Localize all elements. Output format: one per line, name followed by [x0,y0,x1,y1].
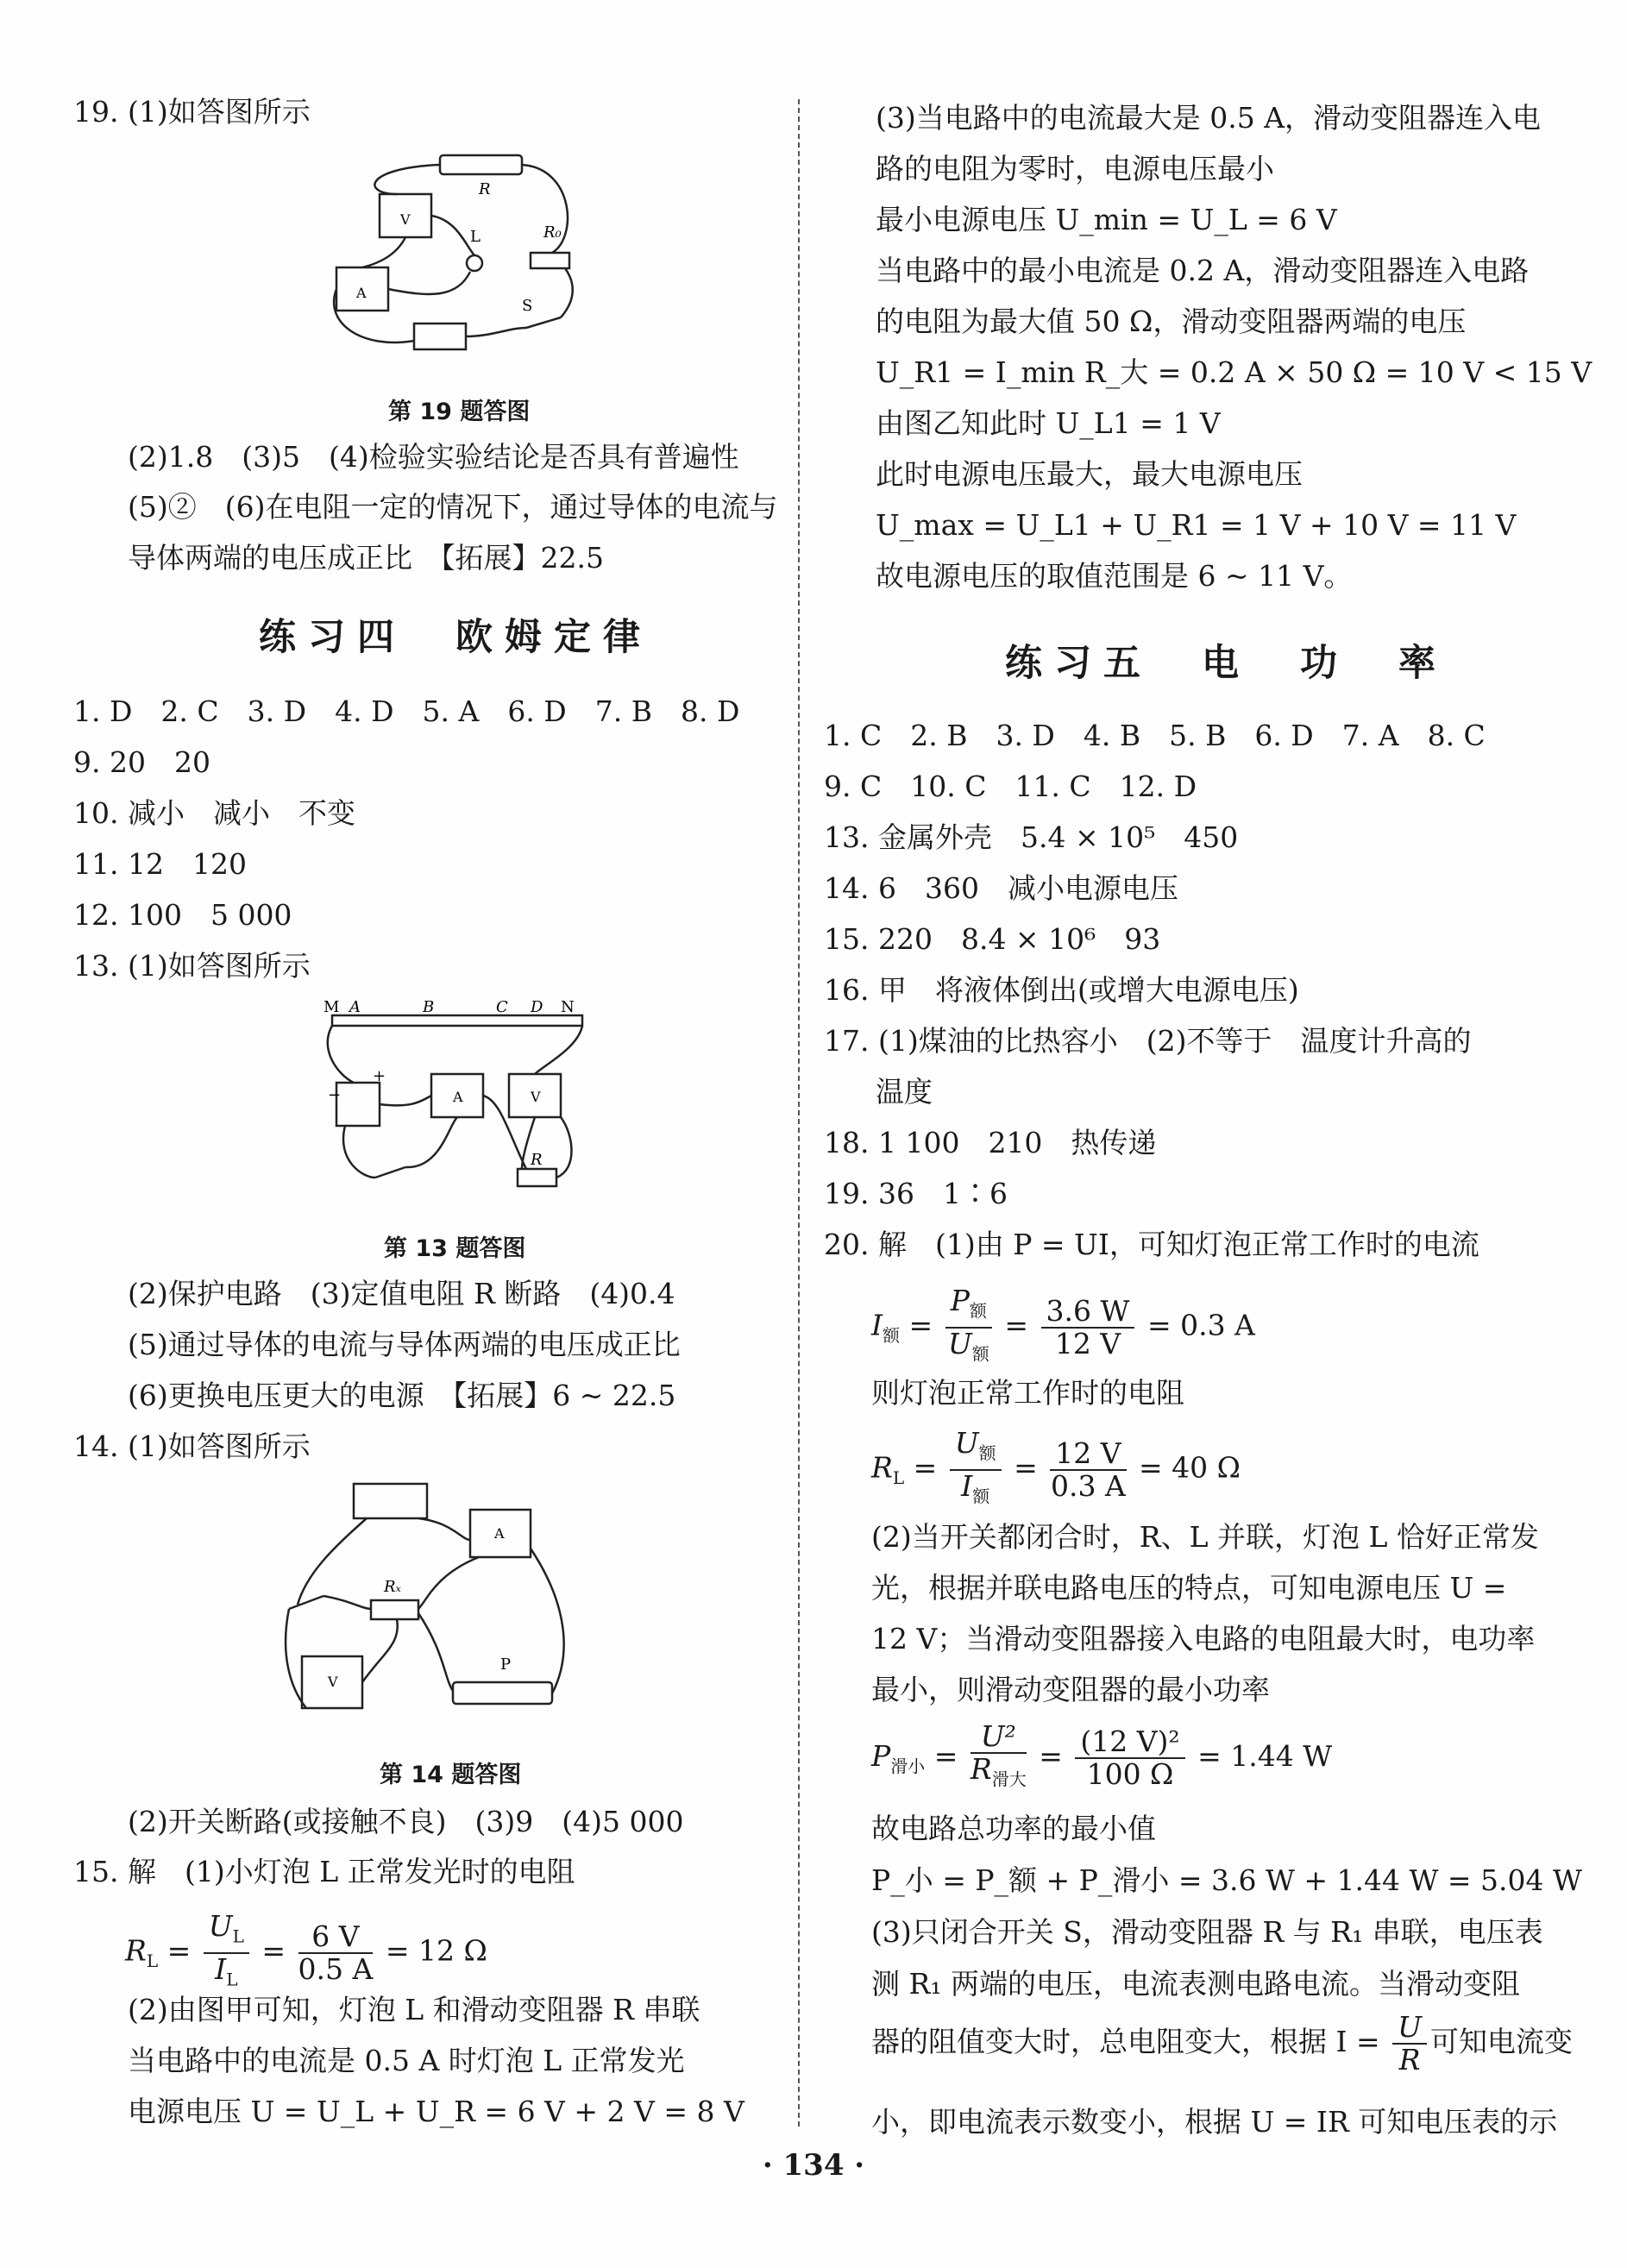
text-line: (2)当开关都闭合时，R、L 并联，灯泡 L 恰好正常发 [871,1520,1539,1554]
q15-line: 电源电压 U = U_L + U_R = 6 V + 2 V = 8 V [128,2095,744,2128]
label-v: V [328,1674,338,1690]
text-line: 小，即电流表示数变小，根据 U = IR 可知电压表的示 [871,2105,1558,2139]
fraction [1392,2012,1427,2076]
figure-13-circuit [319,996,595,1208]
answer-line: 9. 20 20 [73,745,210,779]
den: R [970,1752,992,1786]
den-sub: 额 [972,1486,990,1507]
rheostat-shape [440,155,522,174]
label-r0: R₀ [543,223,562,242]
formula-sub: L [146,1951,159,1972]
q15-formula: $R_L$ = $\frac{U_L}{I_L}$ = $\frac{6 V}{0.5 A}$ = 12 Ω [125,1911,487,1995]
figure-14-circuit [280,1480,591,1730]
text-line: 最小，则滑动变阻器的最小功率 [871,1673,1270,1706]
text-line: 故电源电压的取值范围是 6 ~ 11 V。 [876,559,1353,593]
answer-line: 12. 100 5 000 [73,898,292,932]
text-line: 光，根据并联电路电压的特点，可知电源电压 U = [871,1571,1507,1605]
q13-line: (2)保护电路 (3)定值电阻 R 断路 (4)0.4 [128,1277,675,1310]
switch-shape [526,317,561,328]
fraction [950,1428,1002,1511]
num: U [954,1426,979,1460]
fraction [1041,1293,1135,1360]
text-line: (3)只闭合开关 S，滑动变阻器 R 与 R₁ 串联，电压表 [871,1915,1543,1949]
label-a: A [356,285,367,301]
text-line: 故电路总功率的最小值 [871,1812,1156,1845]
den2: 0.3 A [1050,1468,1126,1503]
label-a: A [349,998,361,1016]
label-r: R [531,1151,543,1169]
label-n: N [561,998,575,1016]
label-rx: Rₓ [384,1578,401,1596]
num2: 12 V [1050,1438,1126,1471]
q20-formula-2: $R_L$ = $\frac{U_额}{I_额}$ = $\frac{12 V}{0.3 A}$ = 40 Ω [871,1428,1241,1511]
text-line: 的电阻为最大值 50 Ω，滑动变阻器两端的电压 [876,305,1467,338]
answer-line: 13. 金属外壳 5.4 × 10⁵ 450 [824,820,1239,854]
q15-line: (2)由图甲可知，灯泡 L 和滑动变阻器 R 串联 [128,1993,700,2026]
resistor-r0-shape [531,253,569,268]
q15-line: 当电路中的电流是 0.5 A 时灯泡 L 正常发光 [128,2044,685,2077]
fig14-caption: 第 14 题答图 [380,1762,522,1788]
label-voltmeter: V [531,1089,541,1105]
rheostat-shape [453,1682,552,1704]
bulb-shape [467,255,482,271]
den2: 100 Ω [1086,1756,1174,1791]
label-minus: − [328,1086,342,1104]
label-p: P [500,1655,512,1674]
q13-line: (6)更换电压更大的电源 【拓展】6 ~ 22.5 [128,1379,676,1412]
section5-title: 练习五 电 功 率 [1005,642,1448,685]
text-line: 此时电源电压最大，最大电源电压 [876,457,1303,491]
text-line: 最小电源电压 U_min = U_L = 6 V [876,203,1337,236]
formula-sub: L [892,1467,905,1489]
num: U² [980,1719,1016,1753]
num-sub: 额 [969,1300,987,1322]
answer-line: 16. 甲 将液体倒出(或增大电源电压) [824,973,1299,1007]
text-line: 测 R₁ 两端的电压，电流表测电路电流。当滑动变阻 [871,1967,1521,2001]
formula-lhs: R [125,1933,147,1968]
text-line: 12 V；当滑动变阻器接入电路的电阻最大时，电功率 [871,1622,1536,1655]
formula-sub: 滑小 [890,1756,926,1777]
num2: 3.6 W [1041,1296,1135,1329]
fig13-caption: 第 13 题答图 [384,1235,526,1262]
answer-line: 温度 [876,1075,933,1109]
label-r: R [479,180,491,198]
q19-line: 导体两端的电压成正比 【拓展】22.5 [128,541,604,575]
text-line: 当电路中的最小电流是 0.2 A，滑动变阻器连入电路 [876,254,1530,287]
q14-line: 14. (1)如答图所示 [73,1429,311,1463]
answer-line: 20. 解 (1)由 P = UI，可知灯泡正常工作时的电流 [824,1228,1479,1261]
q19-line: (5)② (6)在电阻一定的情况下，通过导体的电流与 [128,490,778,524]
label-s: S [522,297,533,315]
num2: (12 V)² [1075,1726,1184,1759]
den-sub: 滑大 [991,1769,1027,1790]
formula-result: = 12 Ω [385,1933,487,1968]
answer-line: 1. D 2. C 3. D 4. D 5. A 6. D 7. B 8. D [73,694,740,728]
text-line: P_小 = P_额 + P_滑小 = 3.6 W + 1.44 W = 5.04 W [871,1863,1582,1897]
den: U [947,1326,972,1360]
fraction [298,1921,374,1985]
formula-lhs: P [871,1738,891,1773]
formula-lhs: R [871,1450,893,1485]
text-line: U_R1 = I_min R_大 = 0.2 A × 50 Ω = 10 V < 15 V [876,355,1592,389]
den: R [1398,2043,1421,2076]
formula-result: = 40 Ω [1139,1450,1241,1485]
fraction [1050,1438,1126,1502]
column-divider [798,99,800,2127]
den-sub: 额 [971,1343,989,1365]
answer-line: 14. 6 360 减小电源电压 [824,871,1178,905]
den: I [961,1468,973,1503]
text-line: 由图乙知此时 U_L1 = 1 V [876,406,1221,440]
section4-title: 练习四 欧姆定律 [259,616,652,659]
answer-line: 19. 36 1∶6 [824,1177,1008,1210]
label-v: V [400,211,411,228]
wire-board-shape [332,1015,582,1026]
q15-line: 15. 解 (1)小灯泡 L 正常发光时的电阻 [73,1855,575,1888]
label-d: D [531,998,543,1016]
label-ammeter: A [453,1089,463,1105]
text-post: 可知电流变 [1429,2025,1573,2058]
q19-line: (2)1.8 (3)5 (4)检验实验结论是否具有普遍性 [128,440,739,474]
label-plus: + [373,1067,386,1085]
fraction [1075,1726,1184,1790]
den-sub: L [226,1969,238,1990]
answer-line: 18. 1 100 210 热传递 [824,1126,1157,1159]
text-line: 路的电阻为零时，电源电压最小 [876,152,1274,185]
answer-line: 9. C 10. C 11. C 12. D [824,770,1197,803]
text-line: U_max = U_L1 + U_R1 = 1 V + 10 V = 11 V [876,508,1517,542]
fraction [204,1911,249,1995]
fig19-caption: 第 19 题答图 [388,399,531,425]
label-c: C [496,998,508,1016]
label-l: L [470,228,481,246]
num-sub: L [232,1926,244,1947]
text-line: 则灯泡正常工作时的电阻 [871,1376,1184,1410]
den2: 0.5 A [298,1951,374,1986]
battery-shape [354,1484,427,1518]
label-b: B [423,998,435,1016]
den: I [215,1951,227,1986]
figure-19-circuit [328,142,587,375]
q13-line: (5)通过导体的电流与导体两端的电压成正比 [128,1328,681,1361]
page-number: · 134 · [762,2148,865,2183]
resistor-rx-shape [371,1600,418,1619]
text-line: (3)当电路中的电流最大是 0.5 A，滑动变阻器连入电 [876,101,1542,135]
q20-frac-line [871,2012,1573,2076]
answer-line: 17. (1)煤油的比热容小 (2)不等于 温度计升高的 [824,1024,1472,1058]
label-a: A [494,1525,505,1542]
answer-line: 10. 减小 减小 不变 [73,796,355,830]
q20-formula-3: $P_{滑小}$ = $\frac{\text{U²}}{R_{滑大}}$ = $\frac{\text{(12 V)²}}{100 \Omega}$ = 1.44 W [871,1721,1332,1795]
q20-formula-1: $I_额$ = $\frac{P_额}{U_额}$ = $\frac{3.6 W}{12 V}$ = 0.3 A [871,1285,1255,1369]
switch-shape [289,1596,324,1609]
q14-line: (2)开关断路(或接触不良) (3)9 (4)5 000 [128,1805,684,1838]
num: U [1398,2010,1422,2044]
fraction [945,1285,992,1369]
formula-result: = 0.3 A [1146,1308,1255,1342]
label-m: M [324,998,340,1016]
fraction [971,1721,1027,1795]
answer-line: 11. 12 120 [73,847,247,881]
answer-line: 1. C 2. B 3. D 4. B 5. B 6. D 7. A 8. C [824,719,1486,752]
num2: 6 V [298,1921,374,1954]
text-pre: 器的阻值变大时，总电阻变大，根据 I = [871,2025,1380,2058]
num: U [208,1909,233,1943]
battery-shape [336,1083,380,1126]
den2: 12 V [1054,1326,1121,1360]
battery-shape [414,324,466,349]
num: P [950,1284,970,1317]
formula-sub: 额 [883,1325,901,1347]
num-sub: 额 [978,1442,996,1464]
formula-result: = 1.44 W [1197,1738,1333,1773]
formula-lhs: I [871,1308,883,1342]
answer-line: 15. 220 8.4 × 10⁶ 93 [824,922,1161,956]
q19-line: 19. (1)如答图所示 [73,95,311,129]
answer-line: 13. (1)如答图所示 [73,949,311,983]
switch-shape [375,1167,405,1178]
resistor-shape [518,1169,556,1186]
